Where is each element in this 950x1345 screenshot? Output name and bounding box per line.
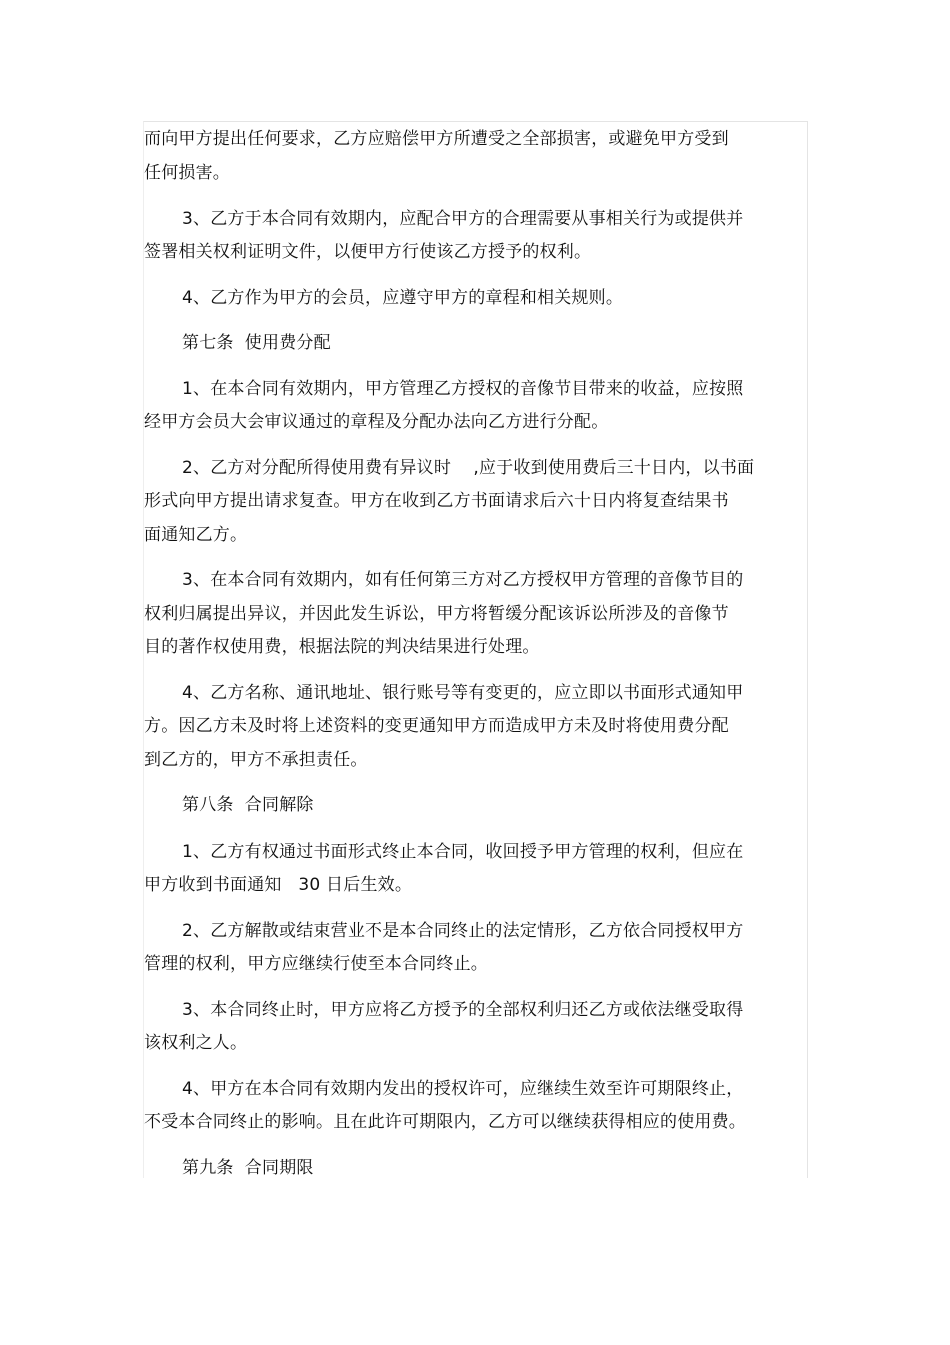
- text-line: 而向甲方提出任何要求，乙方应赔偿甲方所遭受之全部损害，或避免甲方受到: [144, 129, 729, 149]
- text-line: 甲方收到书面通知 30 日后生效。: [144, 875, 413, 895]
- text-line: 1、在本合同有效期内，甲方管理乙方授权的音像节目带来的收益，应按照: [182, 379, 744, 399]
- text-line: 1、乙方有权通过书面形式终止本合同，收回授予甲方管理的权利，但应在: [182, 842, 744, 862]
- section-heading: 第八条 合同解除: [182, 795, 314, 815]
- text-line: 目的著作权使用费，根据法院的判决结果进行处理。: [144, 637, 540, 657]
- text-line: 不受本合同终止的影响。且在此许可期限内，乙方可以继续获得相应的使用费。: [144, 1112, 746, 1132]
- text-line: 到乙方的，甲方不承担责任。: [144, 750, 368, 770]
- text-line: 管理的权利，甲方应继续行使至本合同终止。: [144, 954, 488, 974]
- text-line: 4、乙方名称、通讯地址、银行账号等有变更的，应立即以书面形式通知甲: [182, 683, 744, 703]
- text-line: 形式向甲方提出请求复查。甲方在收到乙方书面请求后六十日内将复查结果书: [144, 491, 729, 511]
- text-line: 2、乙方对分配所得使用费有异议时 ,应于收到使用费后三十日内，以书面: [182, 458, 755, 478]
- text-line: 4、甲方在本合同有效期内发出的授权许可，应继续生效至许可期限终止，: [182, 1079, 744, 1099]
- text-line: 4、乙方作为甲方的会员，应遵守甲方的章程和相关规则。: [182, 288, 624, 308]
- text-line: 3、乙方于本合同有效期内，应配合甲方的合理需要从事相关行为或提供并: [182, 209, 744, 229]
- text-line: 该权利之人。: [144, 1033, 248, 1053]
- section-heading: 第七条 使用费分配: [182, 333, 331, 353]
- text-line: 2、乙方解散或结束营业不是本合同终止的法定情形，乙方依合同授权甲方: [182, 921, 744, 941]
- text-line: 经甲方会员大会审议通过的章程及分配办法向乙方进行分配。: [144, 412, 609, 432]
- text-line: 任何损害。: [144, 163, 230, 183]
- text-line: 权利归属提出异议，并因此发生诉讼，甲方将暂缓分配该诉讼所涉及的音像节: [144, 604, 729, 624]
- text-line: 签署相关权利证明文件，以便甲方行使该乙方授予的权利。: [144, 242, 592, 262]
- text-line: 3、在本合同有效期内，如有任何第三方对乙方授权甲方管理的音像节目的: [182, 570, 744, 590]
- text-line: 方。因乙方未及时将上述资料的变更通知甲方而造成甲方未及时将使用费分配: [144, 716, 729, 736]
- text-line: 面通知乙方。: [144, 525, 248, 545]
- text-line: 3、本合同终止时，甲方应将乙方授予的全部权利归还乙方或依法继受取得: [182, 1000, 744, 1020]
- section-heading: 第九条 合同期限: [182, 1158, 314, 1178]
